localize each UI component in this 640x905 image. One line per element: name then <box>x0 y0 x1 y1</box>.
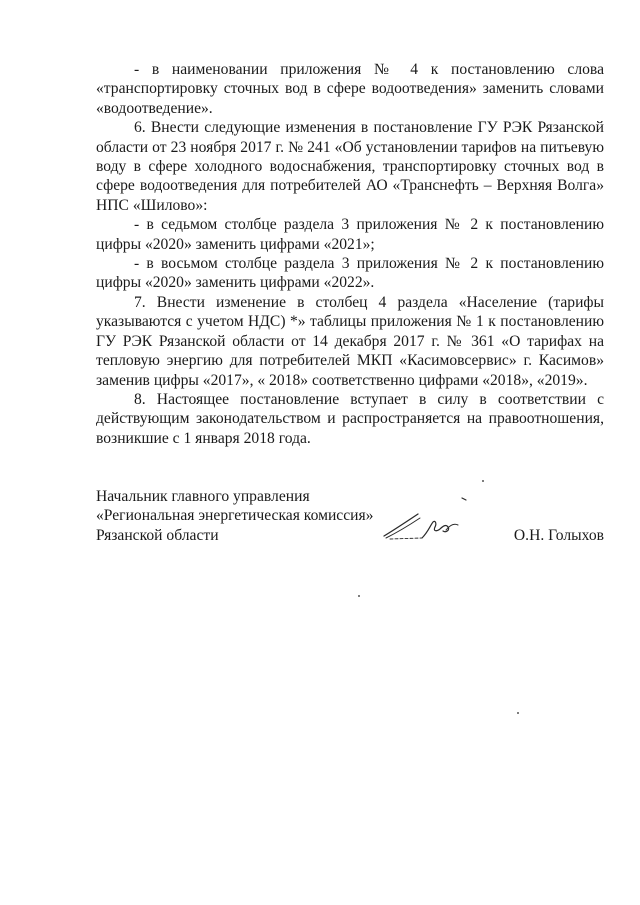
paragraph-item-8: 8. Настоящее постановление вступает в силу в соответствии с действующим законодательством и распространяется на правоотношения, возникшие с 1 января 2018 года. <box>96 390 604 447</box>
paragraph-item-6-seventh-column: - в седьмом столбце раздела 3 приложения № 2 к постановлению цифры «2020» заменить цифрами «2021»; <box>96 216 604 253</box>
signatory-position-line-3: Рязанской области <box>96 526 219 544</box>
handwritten-signature <box>380 496 476 544</box>
signatory-position-line-2: «Региональная энергетическая комиссия» <box>96 507 374 525</box>
signature-block <box>96 487 604 547</box>
signatory-name: О.Н. Голыхов <box>513 526 604 544</box>
scan-speck <box>358 595 360 597</box>
signatory-position-line-1: Начальник главного управления <box>96 488 310 505</box>
paragraph-item-6: 6. Внести следующие изменения в постановление ГУ РЭК Рязанской области от 23 ноября 2017 г. № 241 «Об установлении тарифов на питьевую воду в сфере холодного водоснабжения, транспортировку сточных вод в сфере водоотведения для потребителей АО «Транснефть – Верхняя Волга» НПС «Шилово»: <box>96 119 604 214</box>
scan-speck <box>482 480 484 482</box>
signatory-position <box>96 487 373 545</box>
document-body <box>96 60 604 448</box>
paragraph-appendix-4-rename: - в наименовании приложения № 4 к постановлению слова «транспортировку сточных вод в сфере водоотведения» заменить словами «водоотведение». <box>96 61 604 117</box>
scan-speck <box>517 712 519 714</box>
paragraph-item-7: 7. Внести изменение в столбец 4 раздела «Население (тарифы указываются с учетом НДС) *» таблицы приложения № 1 к постановлению ГУ РЭК Рязанской области от 14 декабря 2017 г. № 361 «О тарифах на тепловую энергию для потребителей МКП «Касимовсервис» г. Касимов» заменив цифры «2017», « 2018» соответственно цифрами «2018», «2019». <box>96 293 604 389</box>
paragraph-item-6-eighth-column: - в восьмом столбце раздела 3 приложения № 2 к постановлению цифры «2020» заменить цифрами «2022». <box>96 255 604 292</box>
